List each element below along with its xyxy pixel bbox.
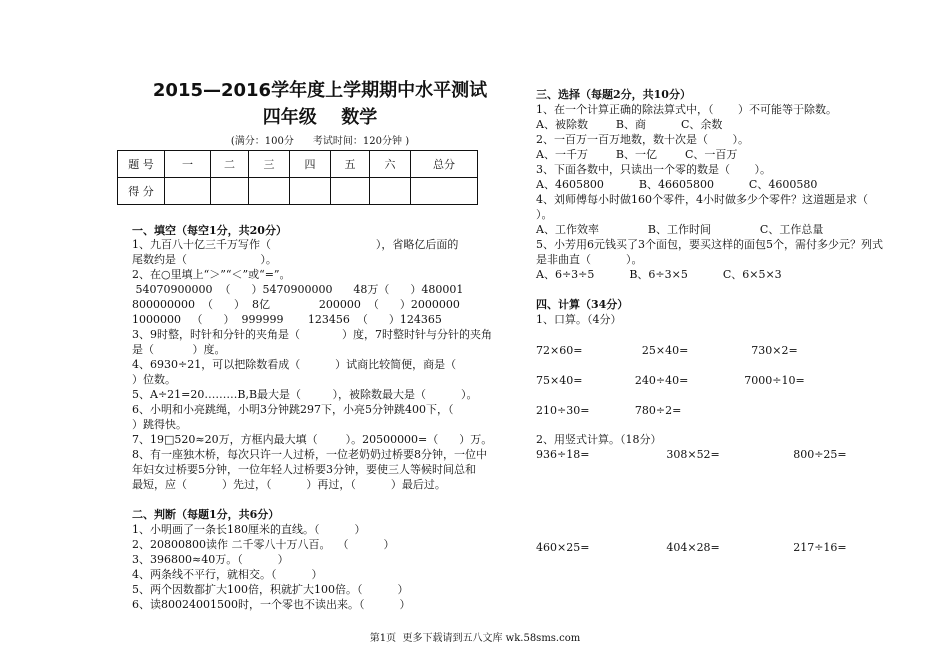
page-subtitle: 四年级 数学 <box>262 107 378 128</box>
score-input-cell[interactable] <box>411 178 478 205</box>
page-title: 2015—2016学年度上学期期中水平测试 <box>152 80 488 101</box>
question-line: 1000000 （ ） 999999 123456 （ ）124365 <box>132 313 442 326</box>
question-line: 6、小明和小亮跳绳，小明3分钟跳297下，小亮5分钟跳400下，（ <box>132 403 454 416</box>
section-heading-calc: 四、计算（34分） <box>536 298 629 311</box>
question-line: 54070900000 （ ）5470900000 48万（ ）480001 <box>132 283 464 296</box>
question-line: 1、九百八十亿三千万写作（ ），省略亿后面的 <box>132 238 459 251</box>
question-line: 1、口算。（4分） <box>536 313 622 326</box>
score-table-cell: 四 <box>290 151 331 178</box>
section-heading-choice: 三、选择（每题2分，共10分） <box>536 88 691 101</box>
score-table-cell: 五 <box>331 151 370 178</box>
score-table-cell: 得 分 <box>118 178 165 205</box>
question-line: 4、两条线不平行，就相交。（ ） <box>132 568 323 581</box>
question-line: 3、下面各数中，只读出一个零的数是（ ）。 <box>536 163 771 176</box>
question-line: 尾数约是（ ）。 <box>132 253 277 266</box>
question-line: 是非曲直（ ）。 <box>536 253 643 266</box>
section-heading-fill-blank: 一、填空（每空1分，共20分） <box>132 224 287 237</box>
question-line: 7、19□520≈20万，方框内最大填（ ）。20500000=（ ）万。 <box>132 433 493 446</box>
calc-line: 460×25= 404×28= 217÷16= <box>536 541 847 554</box>
question-line: 2、在○里填上“＞”“＜”或“=”。 <box>132 268 291 281</box>
question-line: 3、9时整，时针和分针的夹角是（ ）度，7时整时针与分针的夹角 <box>132 328 492 341</box>
question-line: 1、小明画了一条长180厘米的直线。（ ） <box>132 523 366 536</box>
question-line: A、6÷3÷5 B、6÷3×5 C、6×5×3 <box>536 268 782 281</box>
score-table-cell: 三 <box>249 151 290 178</box>
score-input-cell[interactable] <box>165 178 211 205</box>
question-line: 2、用竖式计算。（18分） <box>536 433 662 446</box>
score-input-cell[interactable] <box>211 178 249 205</box>
question-line: 是（ ）度。 <box>132 343 226 356</box>
exam-info: (满分：100分 考试时间：120分钟 ) <box>230 136 410 147</box>
question-line: 2、20800800读作 二千零八十万八百。 （ ） <box>132 538 395 551</box>
calc-line: 210÷30= 780÷2= <box>536 404 682 417</box>
score-table-cell: 总分 <box>411 151 478 178</box>
score-table-score-row <box>118 178 478 205</box>
score-table-cell: 二 <box>211 151 249 178</box>
question-line: ）。 <box>536 208 553 221</box>
score-input-cell[interactable] <box>290 178 331 205</box>
question-line: 2、一百万一百万地数，数十次是（ ）。 <box>536 133 749 146</box>
question-line: 800000000 （ ） 8亿 200000 （ ）2000000 <box>132 298 460 311</box>
score-table-header-row <box>118 151 478 178</box>
score-table-cell: 六 <box>370 151 411 178</box>
page-footer: 第1页 更多下载请到五八文库 wk.58sms.com <box>369 633 581 644</box>
question-line: 最短，应（ ）先过，（ ）再过，（ ）最后过。 <box>132 478 446 491</box>
question-line: A、被除数 B、商 C、余数 <box>536 118 723 131</box>
question-line: A、工作效率 B、工作时间 C、工作总量 <box>536 223 824 236</box>
question-line: 5、两个因数都扩大100倍，积就扩大100倍。（ ） <box>132 583 409 596</box>
score-table <box>117 150 478 205</box>
score-table-cell: 一 <box>165 151 211 178</box>
score-table-cell: 题 号 <box>118 151 165 178</box>
score-input-cell[interactable] <box>331 178 370 205</box>
score-input-cell[interactable] <box>249 178 290 205</box>
score-input-cell[interactable] <box>370 178 411 205</box>
question-line: 年妇女过桥要5分钟，一位年轻人过桥要3分钟，要使三人等候时间总和 <box>132 463 476 476</box>
question-line: A、4605800 B、46605800 C、4600580 <box>536 178 818 191</box>
calc-line: 75×40= 240÷40= 7000÷10= <box>536 374 805 387</box>
question-line: 3、396800≈40万。（ ） <box>132 553 289 566</box>
question-line: 5、小芳用6元钱买了3个面包，要买这样的面包5个，需付多少元？列式 <box>536 238 883 251</box>
question-line: 8、有一座独木桥，每次只许一人过桥，一位老奶奶过桥要8分钟，一位中 <box>132 448 487 461</box>
calc-line: 936÷18= 308×52= 800÷25= <box>536 448 847 461</box>
calc-line: 72×60= 25×40= 730×2= <box>536 344 798 357</box>
question-line: ）跳得快。 <box>132 418 187 431</box>
question-line: 5、A÷21=20………B,B最大是（ ），被除数最大是（ ）。 <box>132 388 478 401</box>
question-line: 6、读80024001500时，一个零也不读出来。（ ） <box>132 598 411 611</box>
section-heading-true-false: 二、判断（每题1分，共6分） <box>132 508 280 521</box>
question-line: 1、在一个计算正确的除法算式中，（ ）不可能等于除数。 <box>536 103 837 116</box>
question-line: A、一千万 B、一亿 C、一百万 <box>536 148 738 161</box>
question-line: 4、刘师傅每小时做160个零件，4小时做多少个零件？这道题是求（ <box>536 193 868 206</box>
question-line: 4、6930÷21，可以把除数看成（ ）试商比较简便，商是（ <box>132 358 457 371</box>
question-line: ）位数。 <box>132 373 176 386</box>
